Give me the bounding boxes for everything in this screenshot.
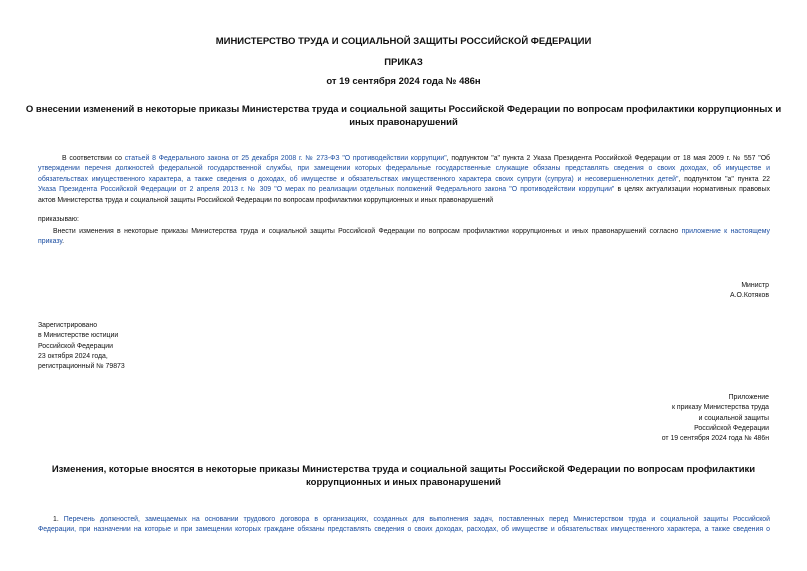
decree-309-link[interactable]: Указа Президента Российской Федерации от 2 апреля 2013 г. № 309 "О мерах по реализации отдельных положений Федерального закона "О противодействии коррупции" [38,186,615,194]
signature-name: А.О.Котяков [730,292,769,299]
registration-line: в Министерстве юстиции [38,332,119,340]
changes-paragraph-1 [38,515,770,536]
order-title-line2: иных правонарушений [349,117,458,128]
order-line2: приказу. [38,238,65,246]
appendix-ref-line: и социальной защиты [698,414,769,422]
ministry-name: МИНИСТЕРСТВО ТРУДА И СОЦИАЛЬНОЙ ЗАЩИТЫ РОССИЙСКОЙ ФЕДЕРАЦИИ [215,36,592,47]
preamble-paragraph [38,154,770,206]
order-title-line1: О внесении изменений в некоторые приказы Министерства труда и социальной защиты Российской Федерации по вопросам профилактики коррупционных и [25,104,782,115]
preamble-line5: актов Министерства труда и социальной защиты Российской Федерации по вопросам профилактики коррупционных и иных правонарушений [38,196,494,204]
document-type: ПРИКАЗ [384,57,423,68]
appendix-reference-block [662,393,769,444]
decree-557-link-line2[interactable]: утверждении перечня должностей федеральной государственной службы, при замещении которых федеральные государственные служащие обязаны представлять сведения о своих доходах, об имуществе и [38,165,770,173]
changes-p1-line1: 1. Перечень должностей, замещаемых на основании трудового договора в организациях, созданных для выполнения задач, поставленных перед Министерством труда и социальной защиты Российской [53,516,770,523]
registration-line: Зарегистрировано [38,322,98,329]
changes-title-line1: Изменения, которые вносятся в некоторые приказы Министерства труда и социальной защиты Российской Федерации по вопросам профилактики [51,464,756,475]
appendix-ref-line: к приказу Министерства труда [671,404,769,412]
decree-557-link-line3[interactable]: обязательствах имущественного характера, а также сведения о доходах, об имуществе и обязательствах имущественного характера своих супруги (супруга) и несовершеннолетних детей" [38,175,679,183]
registration-line: 23 октября 2024 года, [38,352,108,360]
order-paragraph [38,227,770,248]
signature-position: Министр [741,282,769,289]
registration-line: Российской Федерации [38,342,113,350]
law-273-link[interactable]: статьей 8 Федерального закона от 25 декабря 2008 г. № 273-ФЗ "О противодействии коррупции" [124,155,447,162]
appendix-link-cont[interactable]: приказу [38,238,63,246]
changes-title-line2: коррупционных и иных правонарушений [306,477,501,488]
document-date-number: от 19 сентября 2024 года № 486н [326,76,481,87]
list-of-positions-link[interactable]: Перечень должностей, замещаемых на основании трудового договора в организациях, созданных для выполнения задач, поставленных перед Министерством труда и социальной защиты Российской [63,516,770,523]
order-line1: Внести изменения в некоторые приказы Министерства труда и социальной защиты Российской Федерации по вопросам профилактики коррупционных и иных правонарушений согласно приложение к настоящему [53,228,770,235]
appendix-ref-line: Российской Федерации [694,424,769,432]
order-word: приказываю: [38,216,79,223]
appendix-ref-line: Приложение [728,394,769,401]
appendix-ref-line: от 19 сентября 2024 года № 486н [661,435,769,443]
registration-line: регистрационный № 79873 [38,363,125,371]
preamble-line3: обязательствах имущественного характера, а также сведения о доходах, об имуществе и обязательствах имущественного характера своих супруги (супруга) и несовершеннолетних детей", подпунктом "а" пункта 22 [38,175,770,183]
preamble-line4: Указа Президента Российской Федерации от 2 апреля 2013 г. № 309 "О мерах по реализации отдельных положений Федерального закона "О противодействии коррупции" в целях актуализации нормативных правовых [38,186,770,194]
preamble-line1: В соответствии со статьей 8 Федерального закона от 25 декабря 2008 г. № 273-ФЗ "О противодействии коррупции", подпунктом "а" пункта 2 Указа Президента Российской Федерации от 18 мая 2009 г. № 557 "Об [62,155,770,162]
appendix-link[interactable]: приложение к настоящему [681,228,770,235]
registration-block [38,321,125,372]
list-of-positions-link-cont[interactable]: Федерации, при назначении на которые и при замещении которых граждане обязаны представлять сведения о своих доходах, расходах, об имуществе и обязательствах имущественного характера, а также сведения о [38,526,770,534]
